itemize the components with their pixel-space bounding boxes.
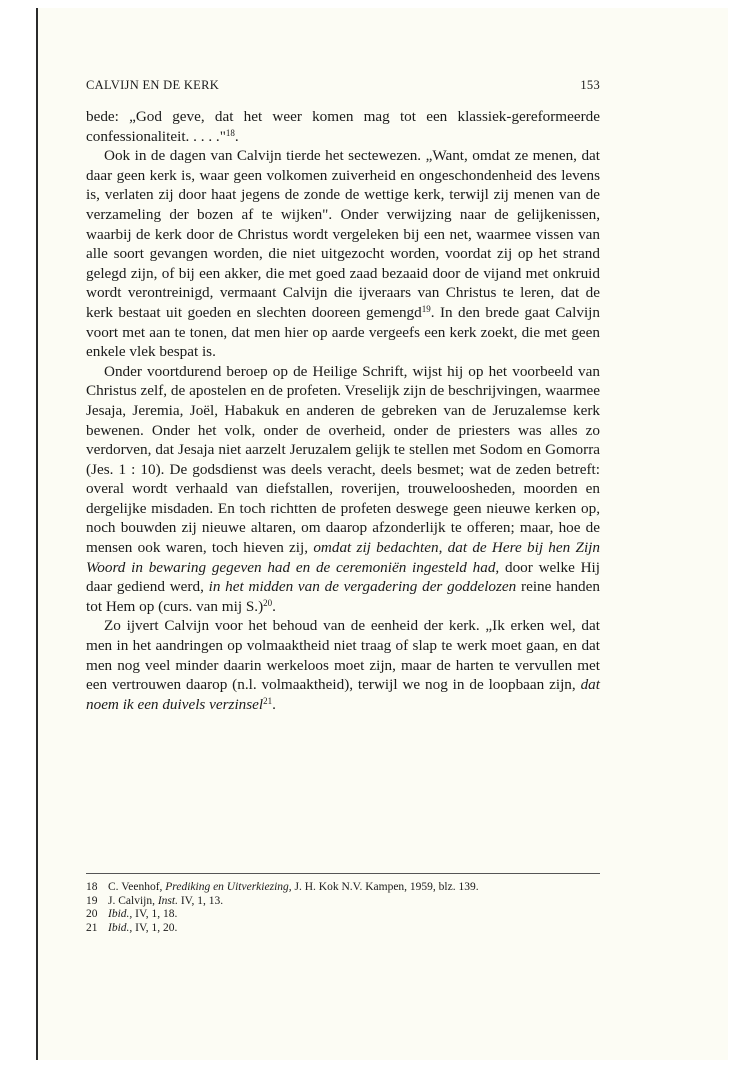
footnotes — [86, 881, 600, 935]
text-run: . In den brede gaat Calvijn voort met aan te tonen, dat men hier op aarde vergeefs een kerk zoekt, die met geen enkele vlek bespat is. — [86, 303, 600, 361]
text-run: . — [272, 695, 276, 713]
running-title: CALVIJN EN DE KERK — [86, 78, 220, 92]
footnote-text — [108, 895, 600, 909]
footnote-number: 18 — [86, 881, 98, 893]
text-run: IV, 1, 20. — [132, 921, 178, 934]
footnote-number: 19 — [86, 894, 98, 907]
footnote — [86, 895, 600, 909]
text-run: Onder voortdurend beroep op de Heilige Schrift, wijst hij op het voorbeeld van Christus zelf, de apostelen en de profeten. Vreselijk zijn de beschrijvingen, waarmee Jesaja, Jeremia, Joël, Habakuk en anderen de gebreken van de Jeruzalemse kerk bewenen. Onder het volk, onder de overheid, onder de priesters was alles zo verdorven, dat Jesaja niet aarzelt Jeruzalem gelijk te stellen met Sodom en Gomorra (Jes. 1 : 10). De godsdienst was deels veracht, deels besmet; wat de zeden betreft: overal wordt verhaald van diefstallen, roverijen, trouweloosheden, moorden en dergelijke misdaden. En toch richtten de profeten deswege geen nieuwe kerken op, noch bouwden zij nieuwe altaren, om daarop afzonderlijk te offeren; maar, hoe de mensen ook waren, toch hieven zij, — [86, 362, 600, 557]
footnote-text — [108, 881, 600, 895]
footnote-reference: 21 — [263, 695, 273, 706]
page-number: 153 — [580, 78, 600, 92]
footnote — [86, 922, 600, 936]
text-run: IV, 1, 13. — [177, 894, 224, 907]
paragraph — [86, 107, 600, 146]
italic-text: dat noem ik een duivels verzinsel — [86, 676, 600, 713]
body-text — [86, 107, 600, 714]
text-run: Zo ijvert Calvijn voor het behoud van de eenheid der kerk. „Ik erken wel, dat men in het aandringen op volmaaktheid niet traag of slap te werk moet gaan, en dat men nog veel minder daarin werkeloos moet zijn, maar de harten te vervullen met een vertrouwen daarop (n.l. volmaaktheid), terwijl we nog in de loopbaan zijn, — [86, 617, 600, 694]
paragraph — [86, 146, 600, 362]
text-run: C. Veenhof, — [108, 881, 166, 893]
footnote-text — [108, 908, 600, 922]
footnote-number: 20 — [86, 908, 98, 920]
text-run: J. H. Kok N.V. Kampen, 1959, blz. 139. — [291, 881, 479, 893]
footnote-reference: 19 — [421, 303, 431, 314]
italic-text: Ibid., — [108, 908, 133, 920]
footnote — [86, 881, 600, 895]
text-run: . — [234, 127, 239, 145]
italic-text: in het midden van de vergadering der goddelozen — [208, 578, 517, 596]
italic-text: omdat zij bedachten, dat de Here bij hen Zijn Woord in bewaring gegeven had en de ceremoniën ingesteld had, — [86, 539, 600, 576]
footnote-divider — [86, 873, 600, 874]
paragraph — [86, 362, 600, 617]
page-header — [86, 78, 600, 98]
footnote-reference: 20 — [263, 597, 273, 608]
italic-text: Prediking en Uitverkiezing, — [165, 881, 292, 893]
text-run: . — [272, 597, 276, 615]
text-run: Ook in de dagen van Calvijn tierde het sectewezen. „Want, omdat ze menen, dat daar geen kerk is, waar geen volkomen zuiverheid en ongeschondenheid des levens is, verlaten zij door haat jegens de zonde de wettige kerk, terwijl zij menen van de verzameling der bozen af te wijken". Onder verwijzing naar de gelijkenissen, waarbij de kerk door de Christus wordt vergeleken bij een net, waarmee vissen van alle soort gevangen worden, die niet uitgezocht worden, voordat zij op het strand gelegd zijn, of bij een akker, die met goed zaad bezaaid door de vijand met onkruid wordt verontreinigd, vermaant Calvijn die ijveraars van Christus te leren, dat de kerk bestaat uit goeden en slechten dooreen gemengd — [86, 147, 600, 321]
footnote-text — [108, 922, 600, 936]
paragraph — [86, 616, 600, 714]
text-run: door welke Hij daar gediend werd, — [86, 558, 600, 596]
footnote-number: 21 — [86, 921, 98, 934]
italic-text: Ibid., — [108, 921, 133, 934]
text-run: reine handen tot Hem op (curs. van mij S.) — [86, 578, 600, 615]
text-run: bede: „God geve, dat het weer komen mag tot een klassiek-gereformeerde confessionaliteit. . . . ." — [86, 108, 600, 145]
footnote — [86, 908, 600, 922]
footnote-reference: 18 — [225, 127, 235, 138]
italic-text: Inst. — [157, 894, 178, 907]
text-run: J. Calvijn, — [108, 894, 158, 907]
text-run: IV, 1, 18. — [132, 908, 178, 920]
